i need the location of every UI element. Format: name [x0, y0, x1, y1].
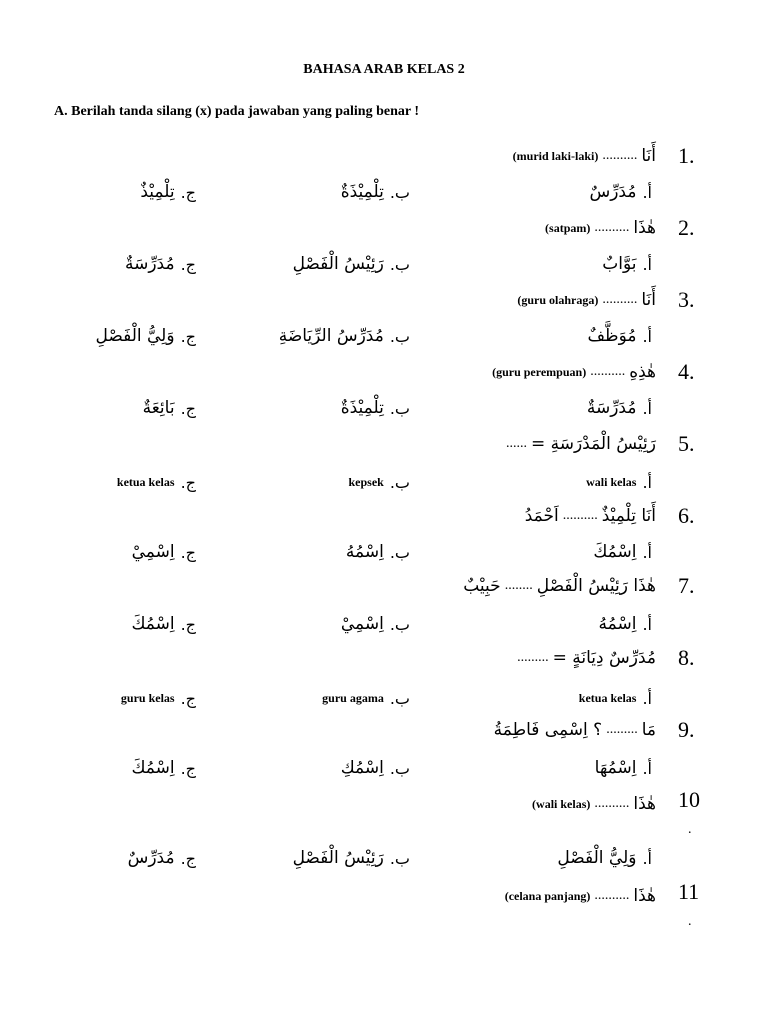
option-letter: ج.	[180, 758, 196, 778]
option-text: مُدَرِّسَةٌ	[124, 254, 175, 274]
option-letter: ج.	[180, 472, 196, 492]
instruction-text: A. Berilah tanda silang (x) pada jawaban yang paling benar !	[54, 104, 419, 119]
option-text: مُدَرِّسٌ	[589, 182, 637, 202]
question-1-option-c[interactable]	[140, 178, 196, 206]
question-5	[506, 430, 656, 458]
option-text: wali kelas	[586, 474, 637, 489]
question-4-option-c[interactable]	[143, 394, 196, 422]
question-4	[492, 358, 656, 386]
question-8-option-a[interactable]	[579, 684, 652, 712]
question-11-blank: ..........	[594, 888, 630, 903]
question-11-number-dot: .	[688, 914, 692, 929]
question-1	[513, 142, 656, 170]
option-letter: ج.	[180, 326, 196, 346]
option-text: رَئِيْسُ الْفَصْلِ	[292, 848, 384, 868]
question-5-option-b[interactable]	[349, 468, 411, 496]
question-7-blank: ........	[504, 578, 533, 593]
option-letter: ب.	[389, 614, 410, 634]
question-9-blank: .........	[606, 722, 638, 737]
question-4-arabic: هٰذِهِ	[629, 362, 656, 382]
option-text: مُوَظَّفٌ	[587, 326, 637, 346]
option-letter: أ.	[642, 182, 652, 202]
question-8-blank: .........	[517, 650, 549, 665]
question-8	[517, 644, 656, 672]
option-letter: أ.	[642, 472, 652, 492]
option-text: kepsek	[348, 474, 384, 489]
option-text: اِسْمِيْ	[131, 542, 175, 562]
option-text: تِلْمِيْذٌ	[140, 182, 175, 202]
question-7-option-a[interactable]	[599, 610, 652, 638]
question-3-blank: ..........	[602, 292, 638, 307]
option-letter: ج.	[180, 688, 196, 708]
question-3-option-c[interactable]	[95, 322, 196, 350]
question-7-arabic: هٰذَا رَئِيْسُ الْفَصْلِ	[536, 576, 656, 596]
option-letter: ب.	[389, 848, 410, 868]
question-10-hint: (wali kelas)	[532, 796, 591, 811]
question-11-arabic: هٰذَا	[633, 886, 656, 906]
question-3-number: 3.	[678, 287, 695, 312]
question-3-option-a[interactable]	[587, 322, 652, 350]
question-6-option-c[interactable]	[132, 538, 196, 566]
question-5-blank: ......	[505, 436, 527, 451]
question-6	[525, 502, 656, 530]
option-text: اِسْمُهُ	[598, 614, 637, 634]
question-4-hint: (guru perempuan)	[492, 364, 587, 379]
option-letter: ب.	[389, 326, 410, 346]
question-11-hint: (celana panjang)	[504, 888, 591, 903]
question-11	[505, 882, 656, 910]
question-10-option-a[interactable]	[557, 844, 652, 872]
option-text: اِسْمُكَ	[131, 758, 175, 778]
option-letter: ب.	[389, 472, 410, 492]
option-text: اِسْمُكِ	[340, 758, 384, 778]
question-7-number: 7.	[678, 573, 695, 598]
option-letter: أ.	[642, 848, 652, 868]
question-9-option-b[interactable]	[341, 754, 410, 782]
question-9-number: 9.	[678, 717, 695, 742]
option-text: مُدَرِّسَةٌ	[586, 398, 637, 418]
question-7-option-b[interactable]	[341, 610, 410, 638]
question-5-option-c[interactable]	[117, 468, 196, 496]
question-1-option-b[interactable]	[341, 178, 410, 206]
question-3-hint: (guru olahraga)	[517, 292, 599, 307]
question-7	[463, 572, 656, 600]
option-text: اِسْمُهَا	[594, 758, 637, 778]
question-10	[532, 790, 656, 818]
question-1-option-a[interactable]	[589, 178, 652, 206]
option-letter: أ.	[642, 398, 652, 418]
question-11-number: 11	[678, 879, 700, 904]
option-letter: ب.	[389, 182, 410, 202]
option-letter: أ.	[642, 758, 652, 778]
question-4-option-a[interactable]	[587, 394, 652, 422]
option-text: وَلِيُّ الْفَصْلِ	[95, 326, 175, 346]
option-text: بَوَّابٌ	[602, 254, 637, 274]
question-6-option-a[interactable]	[593, 538, 652, 566]
question-4-number: 4.	[678, 359, 695, 384]
question-1-blank: ..........	[602, 148, 638, 163]
option-letter: ج.	[180, 848, 196, 868]
option-letter: أ.	[642, 542, 652, 562]
question-6-arabic: أَنَا تِلْمِيْذٌ	[601, 506, 656, 526]
question-2	[545, 214, 656, 242]
question-10-number: 10	[678, 787, 700, 812]
option-text: اِسْمُكَ	[131, 614, 175, 634]
option-text: اِسْمِيْ	[340, 614, 384, 634]
question-6-blank: ..........	[562, 508, 598, 523]
option-text: مُدَرِّسُ الرِّيَاضَةِ	[278, 326, 384, 346]
question-4-option-b[interactable]	[341, 394, 410, 422]
option-letter: ج.	[180, 182, 196, 202]
question-5-arabic: رَئِيْسُ الْمَدْرَسَةِ =	[530, 434, 656, 454]
question-1-arabic: أَنَا	[641, 146, 656, 166]
option-letter: ب.	[389, 542, 410, 562]
question-5-number: 5.	[678, 431, 695, 456]
option-text: ketua kelas	[578, 690, 637, 705]
question-2-arabic: هٰذَا	[633, 218, 656, 238]
question-3	[517, 286, 656, 314]
option-text: رَئِيْسُ الْفَصْلِ	[292, 254, 384, 274]
page-title: BAHASA ARAB KELAS 2	[303, 62, 465, 77]
question-8-option-b[interactable]	[322, 684, 410, 712]
option-letter: أ.	[642, 614, 652, 634]
question-1-number: 1.	[678, 143, 695, 168]
option-text: guru agama	[322, 690, 384, 705]
option-letter: ب.	[389, 758, 410, 778]
question-10-option-b[interactable]	[293, 844, 410, 872]
question-9	[494, 716, 656, 744]
option-letter: ب.	[389, 688, 410, 708]
option-text: ketua kelas	[116, 474, 175, 489]
question-7-option-c[interactable]	[131, 610, 196, 638]
question-1-hint: (murid laki-laki)	[512, 148, 599, 163]
question-8-option-c[interactable]	[121, 684, 196, 712]
option-letter: أ.	[642, 326, 652, 346]
option-letter: ب.	[389, 254, 410, 274]
question-9-tail: ؟ اِسْمِى فَاطِمَةُ	[493, 720, 603, 740]
question-2-option-a[interactable]	[602, 250, 652, 278]
question-6-number: 6.	[678, 503, 695, 528]
option-text: تِلْمِيْذَةٌ	[340, 182, 384, 202]
question-9-option-c[interactable]	[131, 754, 196, 782]
question-10-option-c[interactable]	[128, 844, 196, 872]
question-3-arabic: أَنَا	[641, 290, 656, 310]
option-text: بَائِعَةٌ	[142, 398, 175, 418]
question-10-arabic: هٰذَا	[633, 794, 656, 814]
question-2-blank: ..........	[594, 220, 630, 235]
option-text: اِسْمُهُ	[345, 542, 384, 562]
question-6-option-b[interactable]	[346, 538, 410, 566]
question-9-arabic: مَا	[641, 720, 656, 740]
option-text: guru kelas	[120, 690, 175, 705]
question-8-arabic: مُدَرِّسٌ دِيَانَةٍ =	[552, 648, 656, 668]
question-2-option-c[interactable]	[125, 250, 196, 278]
question-9-option-a[interactable]	[595, 754, 652, 782]
question-10-blank: ..........	[594, 796, 630, 811]
option-text: اِسْمُكَ	[593, 542, 637, 562]
question-8-number: 8.	[678, 645, 695, 670]
option-letter: ج.	[180, 254, 196, 274]
option-text: مُدَرِّسٌ	[127, 848, 175, 868]
question-7-tail: حَبِيْبٌ	[463, 576, 501, 596]
option-letter: ج.	[180, 542, 196, 562]
question-2-number: 2.	[678, 215, 695, 240]
option-letter: أ.	[642, 688, 652, 708]
question-5-option-a[interactable]	[586, 468, 652, 496]
option-text: وَلِيُّ الْفَصْلِ	[557, 848, 637, 868]
question-4-blank: ..........	[590, 364, 626, 379]
option-letter: ج.	[180, 614, 196, 634]
option-letter: ب.	[389, 398, 410, 418]
question-2-option-b[interactable]	[293, 250, 410, 278]
question-2-hint: (satpam)	[545, 220, 591, 235]
question-6-tail: اَحْمَدُ	[524, 506, 559, 526]
question-10-number-dot: .	[688, 822, 692, 837]
option-text: تِلْمِيْذَةٌ	[340, 398, 384, 418]
question-3-option-b[interactable]	[279, 322, 410, 350]
option-letter: ج.	[180, 398, 196, 418]
option-letter: أ.	[642, 254, 652, 274]
